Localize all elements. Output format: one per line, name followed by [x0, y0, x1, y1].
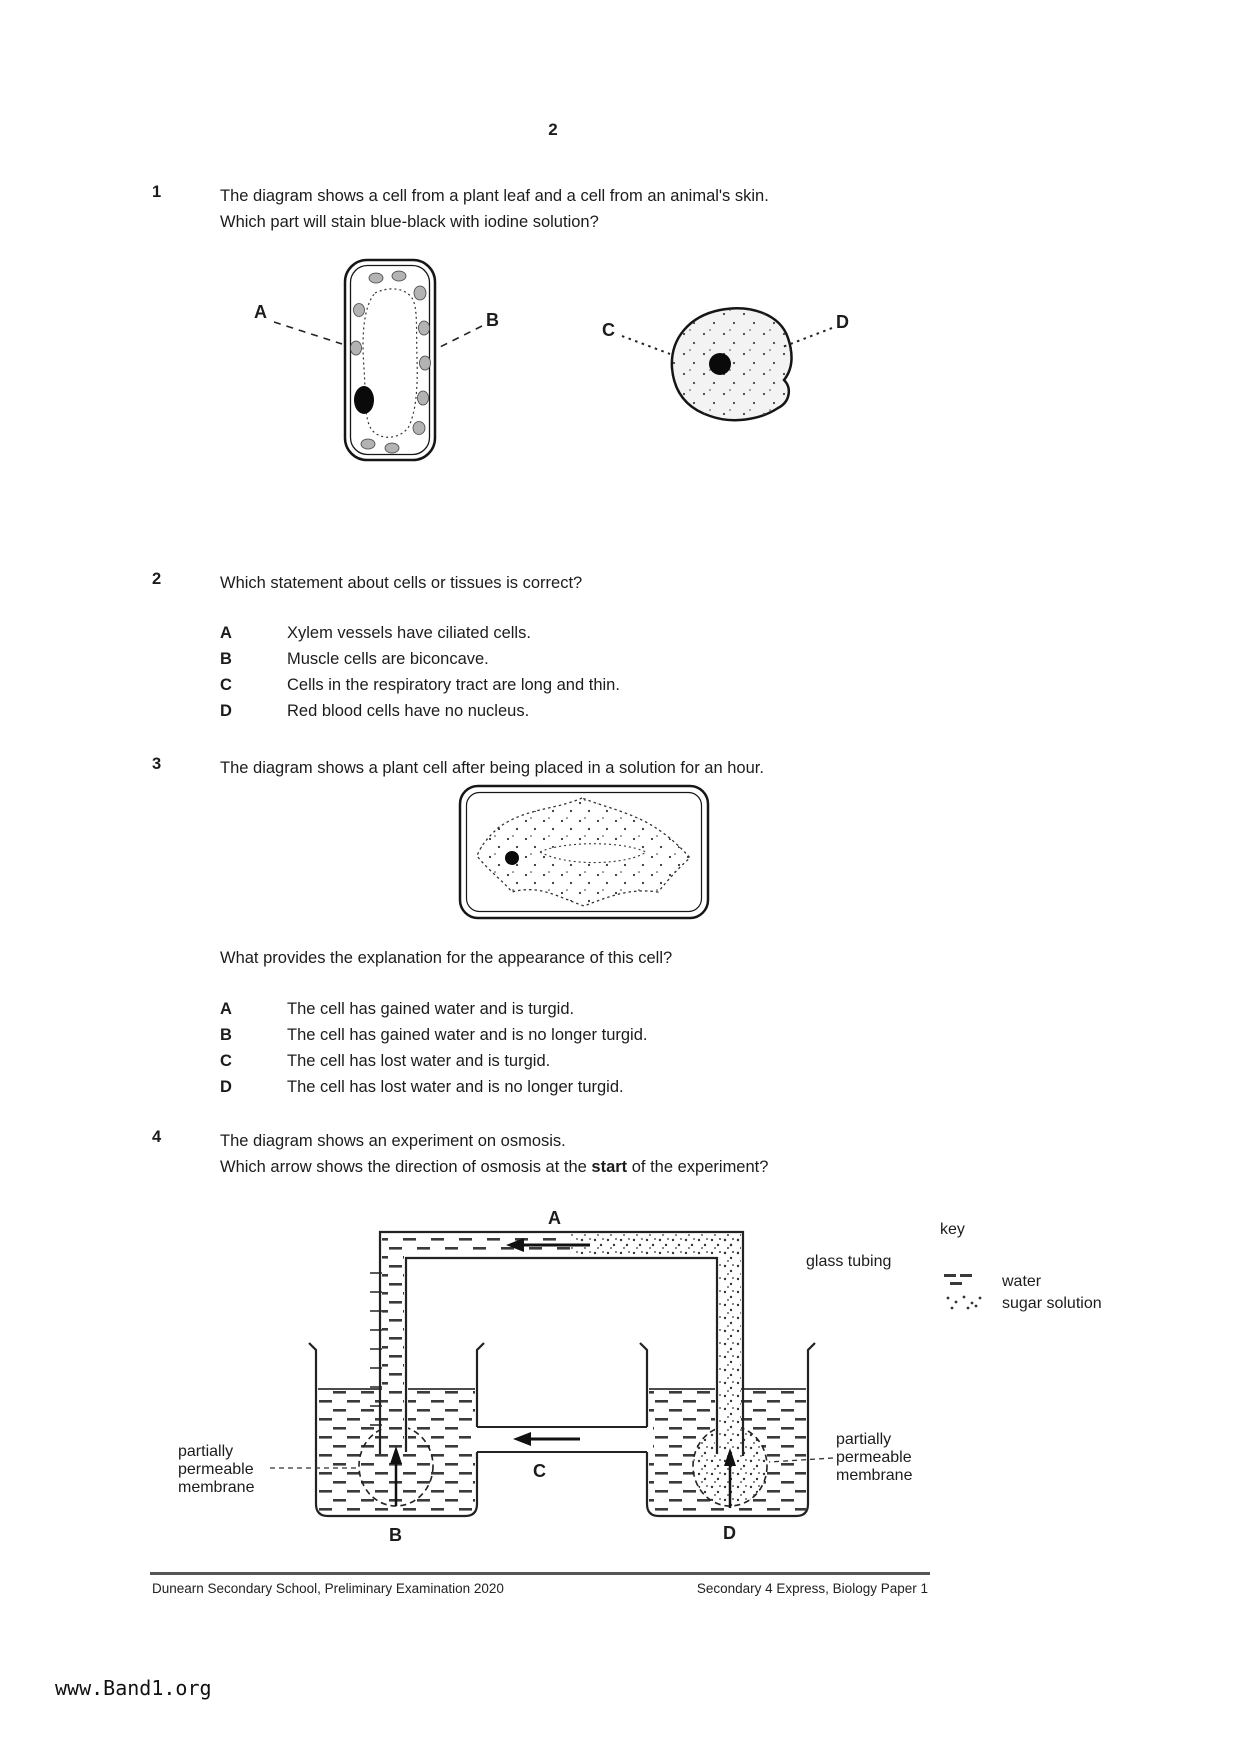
q1-text — [220, 183, 769, 235]
animal-cell-drawing — [672, 308, 792, 420]
osmosis-experiment-diagram — [150, 1198, 1200, 1554]
option-text: The cell has lost water and is turgid. — [287, 1052, 551, 1070]
label-b: B — [486, 310, 499, 330]
option-text: Red blood cells have no nucleus. — [287, 702, 530, 720]
svg-text:partially: partially — [178, 1443, 234, 1460]
water-swatch-icon — [944, 1274, 972, 1285]
option-text: Cells in the respiratory tract are long and thin. — [287, 676, 620, 694]
footer-right: Secondary 4 Express, Biology Paper 1 — [696, 1581, 928, 1596]
q3-number: 3 — [152, 755, 162, 773]
q2-option-b — [220, 650, 489, 669]
label-c: C — [533, 1461, 546, 1481]
nucleus — [505, 851, 519, 865]
vacuole-outline — [363, 289, 417, 437]
key-sugar-label: sugar solution — [1002, 1295, 1102, 1312]
q1-line1: The diagram shows a cell from a plant leaf and a cell from an animal's skin. — [220, 187, 769, 205]
label-b: B — [389, 1525, 402, 1545]
q2-option-a — [220, 624, 531, 643]
label-c-leader — [622, 336, 670, 354]
footer-left: Dunearn Secondary School, Preliminary Examination 2020 — [152, 1581, 504, 1596]
page-number-wrap — [150, 120, 956, 140]
q4-bold-start: start — [591, 1158, 628, 1176]
q3-option-b — [220, 1026, 647, 1045]
q4-text — [220, 1128, 768, 1180]
key-water-label: water — [1002, 1273, 1042, 1290]
plant-nucleus — [354, 386, 374, 414]
q2-option-d — [220, 702, 529, 721]
q2-number: 2 — [152, 570, 162, 588]
option-letter: D — [220, 1078, 232, 1096]
plant-cell-drawing — [345, 260, 435, 460]
animal-nucleus — [709, 353, 731, 375]
option-text: Xylem vessels have ciliated cells. — [287, 624, 531, 642]
option-letter: B — [220, 1026, 232, 1044]
option-text: Muscle cells are biconcave. — [287, 650, 489, 668]
q4-number: 4 — [152, 1128, 162, 1146]
svg-text:partially: partially — [836, 1431, 892, 1448]
q3-option-c — [220, 1052, 550, 1071]
q2-option-c — [220, 676, 620, 695]
diagram-key — [940, 1221, 1102, 1312]
svg-text:membrane: membrane — [178, 1479, 255, 1496]
option-letter: A — [220, 1000, 232, 1018]
label-b-leader — [438, 326, 482, 348]
q3-option-d — [220, 1078, 624, 1097]
svg-text:permeable: permeable — [836, 1449, 912, 1466]
option-letter: C — [220, 676, 232, 694]
q3-question: What provides the explanation for the appearance of this cell? — [220, 949, 673, 967]
key-title: key — [940, 1221, 965, 1238]
q1-number: 1 — [152, 183, 162, 201]
option-letter: B — [220, 650, 232, 668]
option-text: The cell has gained water and is turgid. — [287, 1000, 575, 1018]
q2-question: Which statement about cells or tissues is correct? — [220, 574, 583, 592]
glass-tubing-label: glass tubing — [806, 1253, 892, 1270]
footer-rule — [150, 1572, 930, 1575]
label-d: D — [723, 1523, 736, 1543]
label-a-leader — [274, 322, 342, 344]
page-number: 2 — [548, 120, 558, 139]
option-text: The cell has lost water and is no longer turgid. — [287, 1078, 624, 1096]
q4-line1: The diagram shows an experiment on osmosis. — [220, 1132, 566, 1150]
option-letter: C — [220, 1052, 232, 1070]
option-text: The cell has gained water and is no longer turgid. — [287, 1026, 648, 1044]
svg-text:membrane: membrane — [836, 1467, 913, 1484]
q3-option-a — [220, 1000, 574, 1019]
q3-intro: The diagram shows a plant cell after being placed in a solution for an hour. — [220, 759, 764, 777]
option-letter: D — [220, 702, 232, 720]
watermark-url: www.Band1.org — [55, 1676, 212, 1700]
label-a: A — [254, 302, 267, 322]
q4-line2: Which arrow shows the direction of osmosis at the start of the experiment? — [220, 1158, 769, 1176]
label-c: C — [602, 320, 615, 340]
svg-text:permeable: permeable — [178, 1461, 254, 1478]
plant-animal-cell-diagram — [240, 248, 880, 483]
label-a: A — [548, 1208, 561, 1228]
plasmolysed-cell-diagram — [450, 780, 720, 932]
option-letter: A — [220, 624, 232, 642]
sugar-swatch-icon — [947, 1296, 982, 1310]
label-d: D — [836, 312, 849, 332]
q1-line2: Which part will stain blue-black with iodine solution? — [220, 213, 599, 231]
